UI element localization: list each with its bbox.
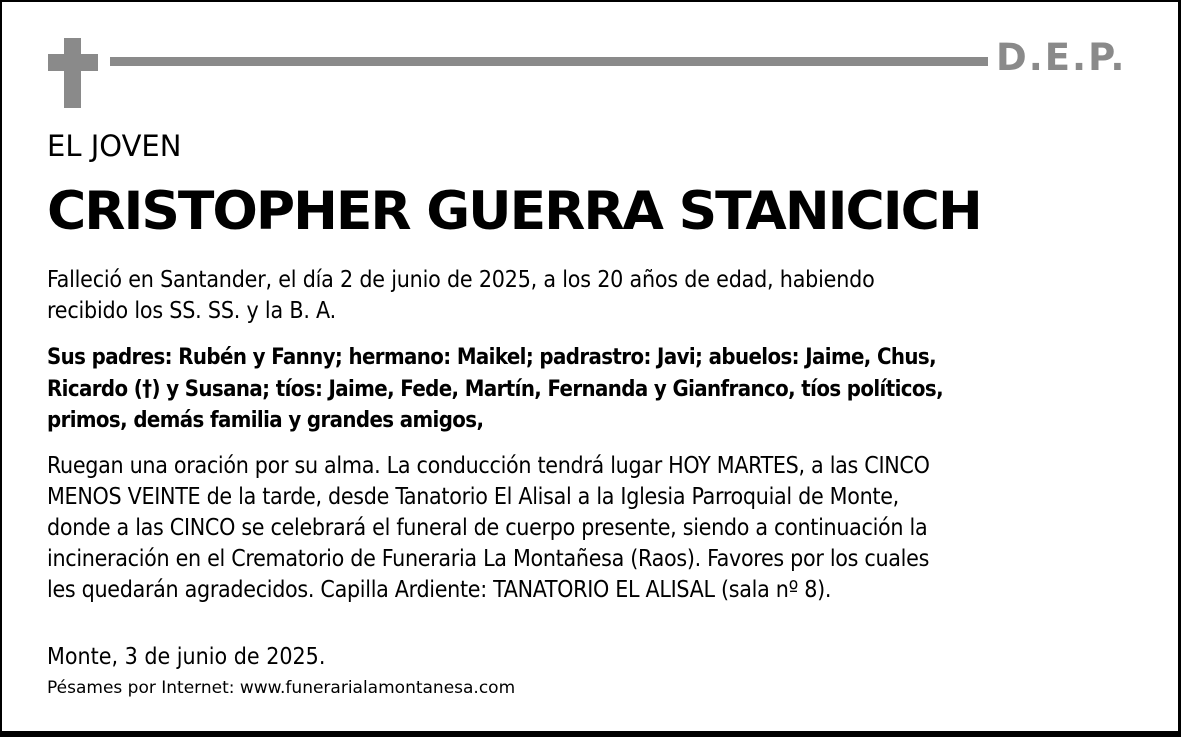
family-line: Sus padres: Rubén y Fanny; hermano: Maikel; padrastro: Javi; abuelos: Jaime, Chus, (47, 345, 937, 370)
prayer-line: MENOS VEINTE de la tarde, desde Tanatorio El Alisal a la Iglesia Parroquial de Monte, (47, 484, 899, 510)
prayer-line: incineración en el Crematorio de Funeraria La Montañesa (Raos). Favores por los cuales (47, 546, 930, 572)
death-line: recibido los SS. SS. y la B. A. (47, 298, 336, 324)
family-paragraph (47, 342, 1127, 437)
death-line: Falleció en Santander, el día 2 de junio de 2025, a los 20 años de edad, habiendo (47, 267, 875, 293)
prayer-line: donde a las CINCO se celebrará el funeral de cuerpo presente, siendo a continuación la (47, 515, 928, 541)
family-line: primos, demás familia y grandes amigos, (47, 408, 484, 433)
family-line: Ricardo (†) y Susana; tíos: Jaime, Fede, Martín, Fernanda y Gianfranco, tíos políticos, (47, 376, 944, 402)
prayer-line: Ruegan una oración por su alma. La conducción tendrá lugar HOY MARTES, a las CINCO (47, 453, 930, 479)
deceased-name: CRISTOPHER GUERRA STANICICH (47, 181, 981, 242)
cross-icon (48, 38, 98, 108)
place-date: Monte, 3 de junio de 2025. (47, 644, 326, 670)
dep-label: D.E.P. (996, 36, 1127, 79)
header-rule (110, 57, 988, 66)
prayer-paragraph (47, 451, 1127, 606)
title-prefix: EL JOVEN (47, 129, 182, 163)
prayer-line: les quedarán agradecidos. Capilla Ardiente: TANATORIO EL ALISAL (sala nº 8). (47, 577, 832, 603)
death-paragraph (47, 265, 1127, 327)
condolences-web-line: Pésames por Internet: www.funerarialamontanesa.com (47, 678, 516, 698)
